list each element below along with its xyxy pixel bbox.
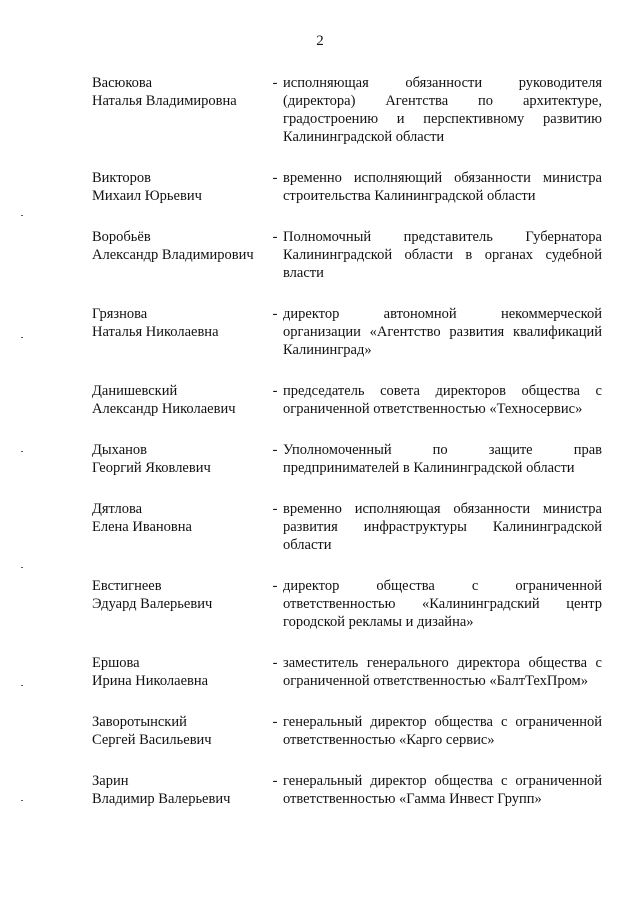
position-description: директор общества с ограниченной ответственностью «Калининградский центр городской рекламы и дизайна»	[283, 578, 602, 630]
margin-mark	[21, 567, 23, 568]
separator-dash: -	[272, 773, 278, 789]
position-description: генеральный директор общества с ограниченной ответственностью «Гамма Инвест Групп»	[283, 773, 602, 807]
separator-dash: -	[272, 75, 278, 91]
given-names: Наталья Владимировна	[92, 93, 237, 109]
page-number: 2	[316, 33, 324, 49]
person-name	[92, 74, 267, 146]
list-item	[92, 577, 602, 631]
given-names: Ирина Николаевна	[92, 673, 209, 689]
person-name	[92, 441, 267, 477]
separator-dash: -	[272, 714, 278, 730]
position-description: Полномочный представитель Губернатора Калининградской области в органах судебной власти	[283, 229, 602, 281]
list-item	[92, 382, 602, 418]
separator-dash: -	[272, 170, 278, 186]
list-item	[92, 228, 602, 282]
margin-mark	[21, 451, 23, 452]
surname: Грязнова	[92, 306, 148, 322]
separator-dash: -	[272, 655, 278, 671]
list-item	[92, 74, 602, 146]
separator-dash: -	[272, 306, 278, 322]
given-names: Елена Ивановна	[92, 519, 192, 535]
person-name	[92, 577, 267, 631]
list-item	[92, 500, 602, 554]
list-item	[92, 305, 602, 359]
person-name	[92, 772, 267, 808]
given-names: Александр Николаевич	[92, 401, 236, 417]
separator-dash: -	[272, 383, 278, 399]
margin-mark	[21, 800, 23, 801]
surname: Дятлова	[92, 501, 143, 517]
position-description: председатель совета директоров общества с ограниченной ответственностью «Техносервис»	[283, 383, 602, 417]
members-list	[92, 74, 602, 808]
surname: Данишевский	[92, 383, 178, 399]
list-item	[92, 713, 602, 749]
person-name	[92, 305, 267, 359]
given-names: Сергей Васильевич	[92, 732, 212, 748]
separator-dash: -	[272, 442, 278, 458]
separator-dash: -	[272, 578, 278, 594]
list-item	[92, 654, 602, 690]
position-description: заместитель генерального директора общества с ограниченной ответственностью «БалтТехПром»	[283, 655, 602, 689]
position-description: Уполномоченный по защите прав предпринимателей в Калининградской области	[283, 442, 602, 476]
person-name	[92, 654, 267, 690]
given-names: Наталья Николаевна	[92, 324, 219, 340]
margin-mark	[21, 215, 23, 216]
surname: Ершова	[92, 655, 140, 671]
given-names: Михаил Юрьевич	[92, 188, 202, 204]
separator-dash: -	[272, 229, 278, 245]
given-names: Георгий Яковлевич	[92, 460, 211, 476]
surname: Васюкова	[92, 75, 153, 91]
position-description: генеральный директор общества с ограниченной ответственностью «Карго сервис»	[283, 714, 602, 748]
surname: Викторов	[92, 170, 152, 186]
surname: Воробьёв	[92, 229, 151, 245]
person-name	[92, 500, 267, 554]
margin-mark	[21, 685, 23, 686]
surname: Зарин	[92, 773, 129, 789]
person-name	[92, 228, 267, 282]
surname: Заворотынский	[92, 714, 187, 730]
position-description: временно исполняющая обязанности министра развития инфраструктуры Калининградской области	[283, 501, 602, 553]
surname: Евстигнеев	[92, 578, 162, 594]
given-names: Владимир Валерьевич	[92, 791, 231, 807]
position-description: исполняющая обязанности руководителя (директора) Агентства по архитектуре, градостроению и перспективному развитию Калининградской области	[283, 75, 602, 145]
person-name	[92, 169, 267, 205]
list-item	[92, 772, 602, 808]
person-name	[92, 713, 267, 749]
given-names: Александр Владимирович	[92, 247, 254, 263]
list-item	[92, 169, 602, 205]
margin-mark	[21, 337, 23, 338]
separator-dash: -	[272, 501, 278, 517]
surname: Дыханов	[92, 442, 147, 458]
given-names: Эдуард Валерьевич	[92, 596, 213, 612]
position-description: временно исполняющий обязанности министра строительства Калининградской области	[283, 170, 602, 204]
person-name	[92, 382, 267, 418]
position-description: директор автономной некоммерческой организации «Агентство развития квалификаций Калининград»	[283, 306, 602, 358]
list-item	[92, 441, 602, 477]
